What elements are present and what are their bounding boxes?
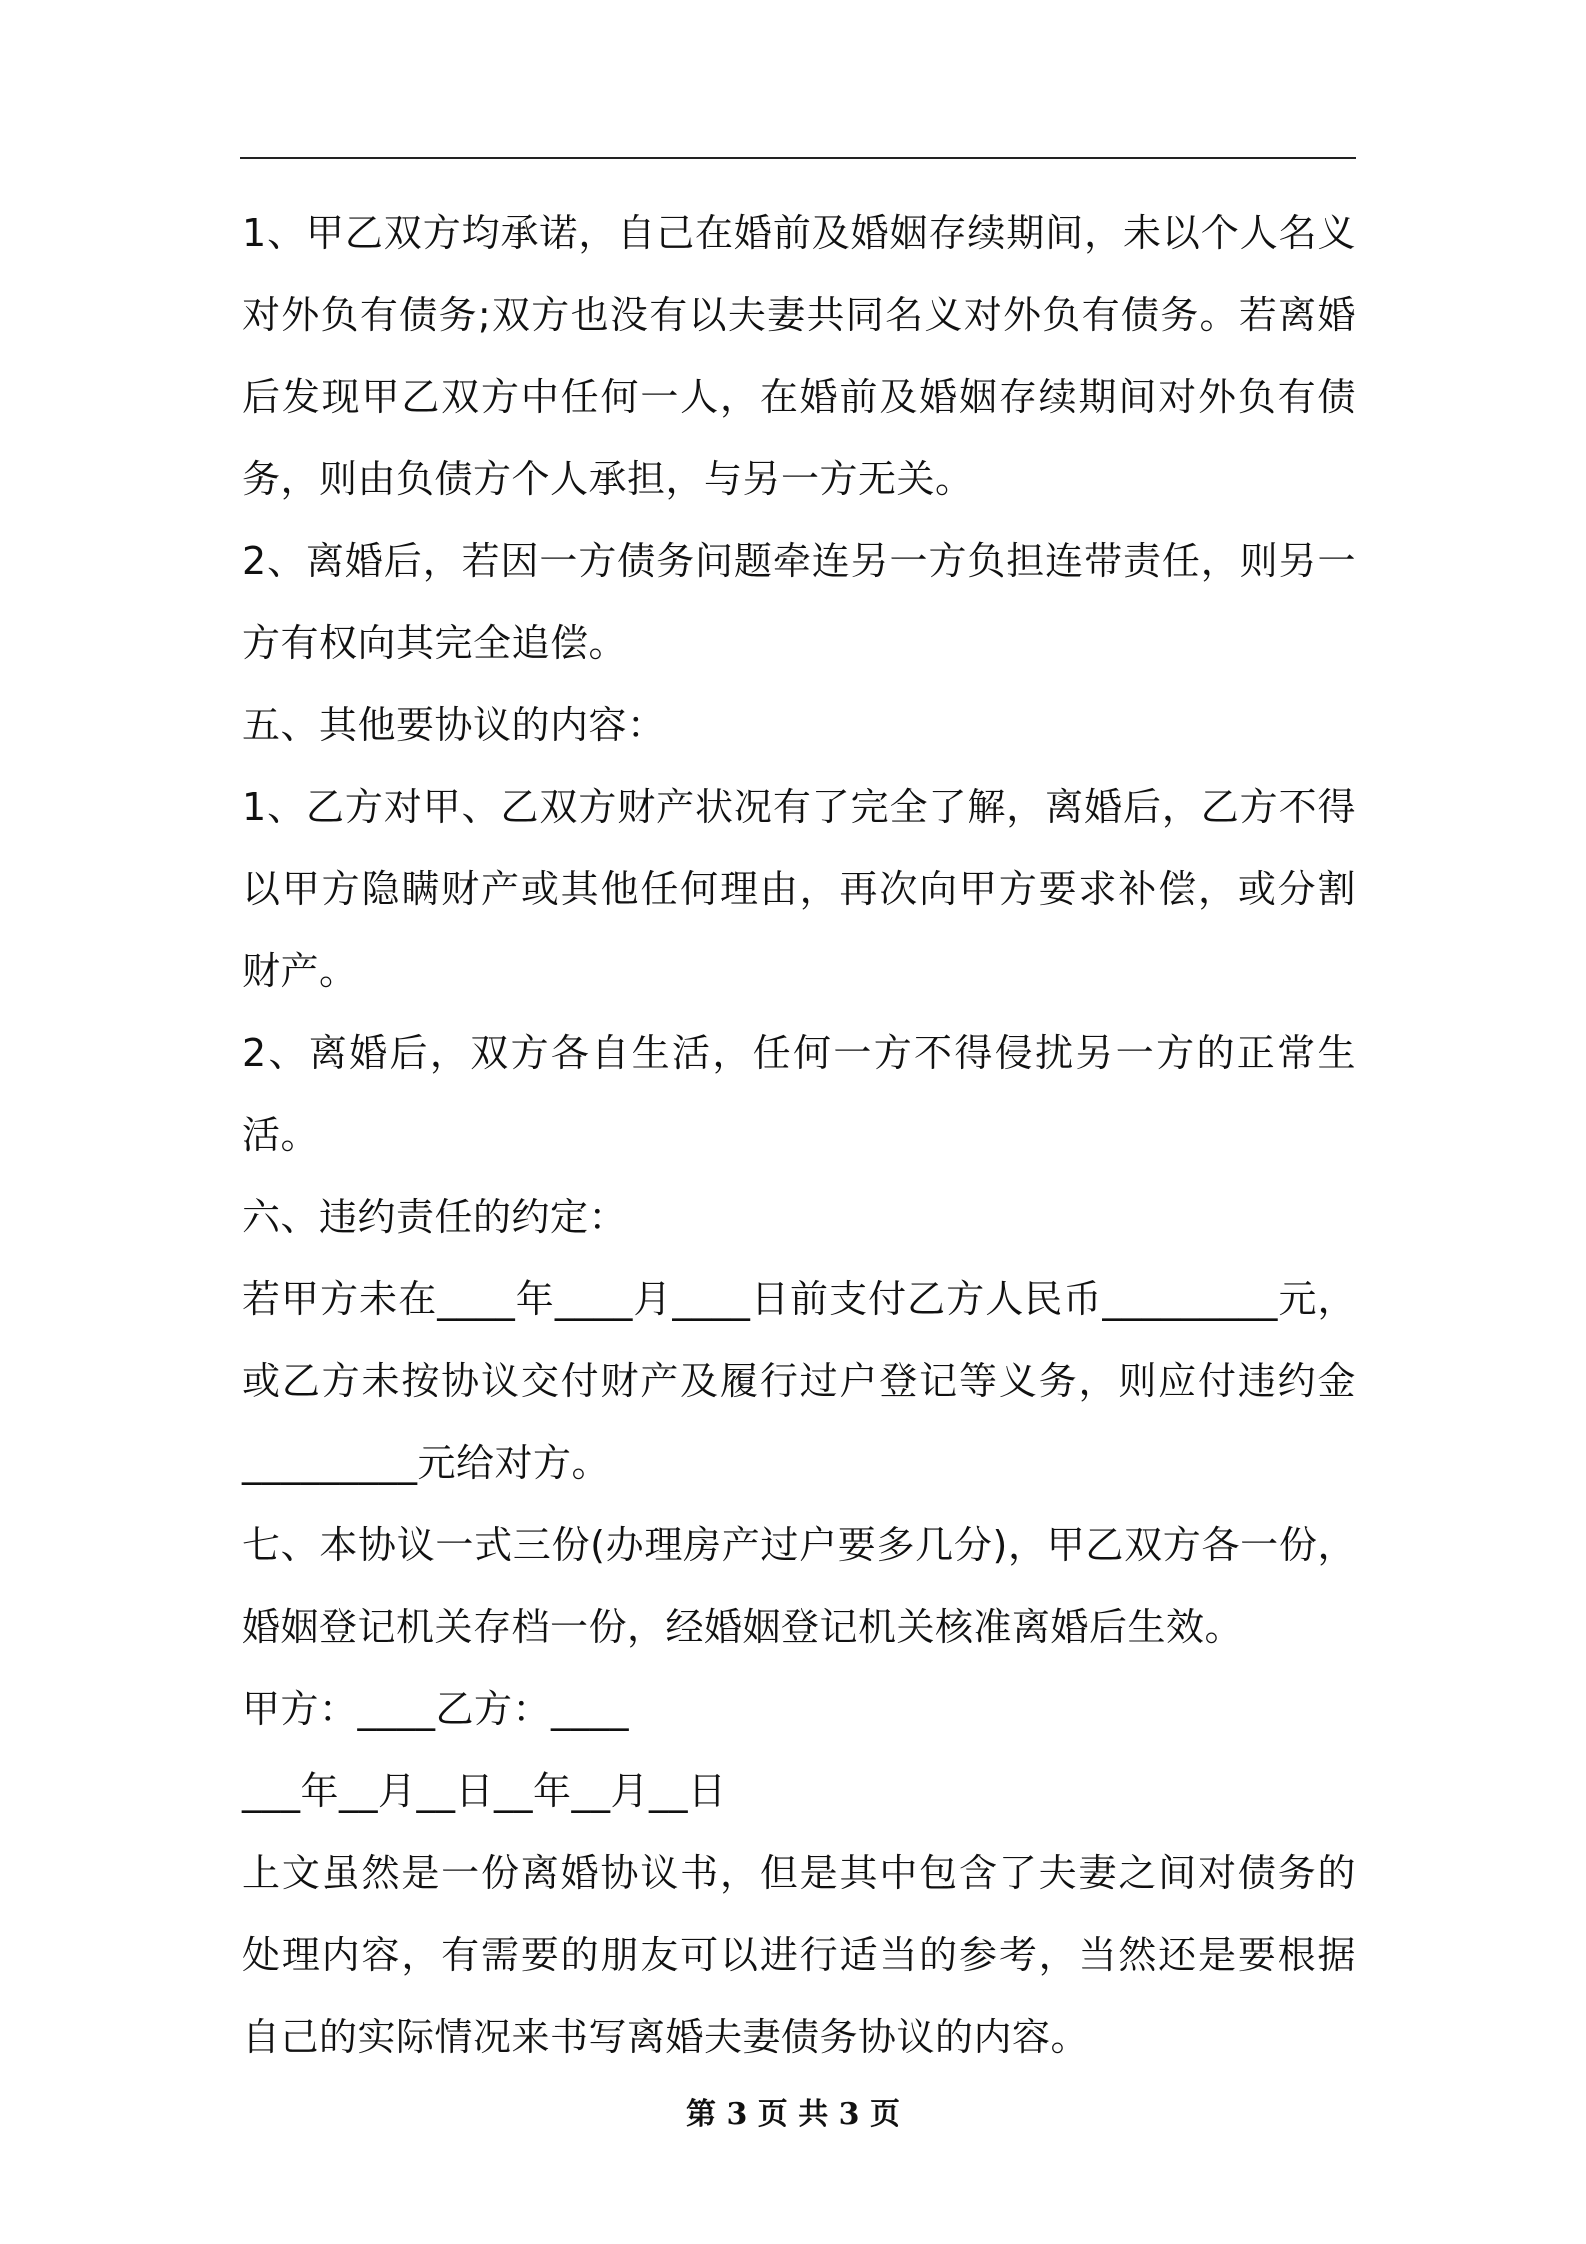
section-heading-breach: 六、违约责任的约定： [242, 1195, 628, 1239]
closing-note: 上文虽然是一份离婚协议书，但是其中包含了夫妻之间对债务的处理内容，有需要的朋友可以进行适当的参考，当然还是要根据自己的实际情况来书写离婚夫妻债务协议的内容。 [242, 1851, 1356, 2059]
header-rule [240, 157, 1356, 159]
date-line: ___年__月__日__年__月__日 [242, 1769, 727, 1813]
joint-liability-clause: 2、离婚后，若因一方债务问题牵连另一方负担连带责任，则另一方有权向其完全追偿。 [242, 539, 1356, 665]
copies-clause: 七、本协议一式三份(办理房产过户要多几分)，甲乙双方各一份，婚姻登记机关存档一份，经婚姻登记机关核准离婚后生效。 [242, 1523, 1356, 1649]
non-interference-clause: 2、离婚后，双方各自生活，任何一方不得侵扰另一方的正常生活。 [242, 1031, 1356, 1157]
document-body [242, 192, 1356, 2078]
page-number-footer: 第 3 页 共 3 页 [686, 2097, 900, 2132]
property-knowledge-clause: 1、乙方对甲、乙双方财产状况有了完全了解，离婚后，乙方不得以甲方隐瞒财产或其他任何理由，再次向甲方要求补偿，或分割财产。 [242, 785, 1356, 993]
breach-penalty-clause: 若甲方未在____年____月____日前支付乙方人民币_________元，或乙方未按协议交付财产及履行过户登记等义务，则应付违约金_________元给对方。 [242, 1277, 1356, 1485]
signature-line: 甲方：____乙方：____ [242, 1687, 630, 1731]
section-heading-other-terms: 五、其他要协议的内容： [242, 703, 666, 747]
debt-commitment-clause: 1、甲乙双方均承诺，自己在婚前及婚姻存续期间，未以个人名义对外负有债务;双方也没有以夫妻共同名义对外负有债务。若离婚后发现甲乙双方中任何一人，在婚前及婚姻存续期间对外负有债务，则由负债方个人承担，与另一方无关。 [242, 211, 1356, 501]
